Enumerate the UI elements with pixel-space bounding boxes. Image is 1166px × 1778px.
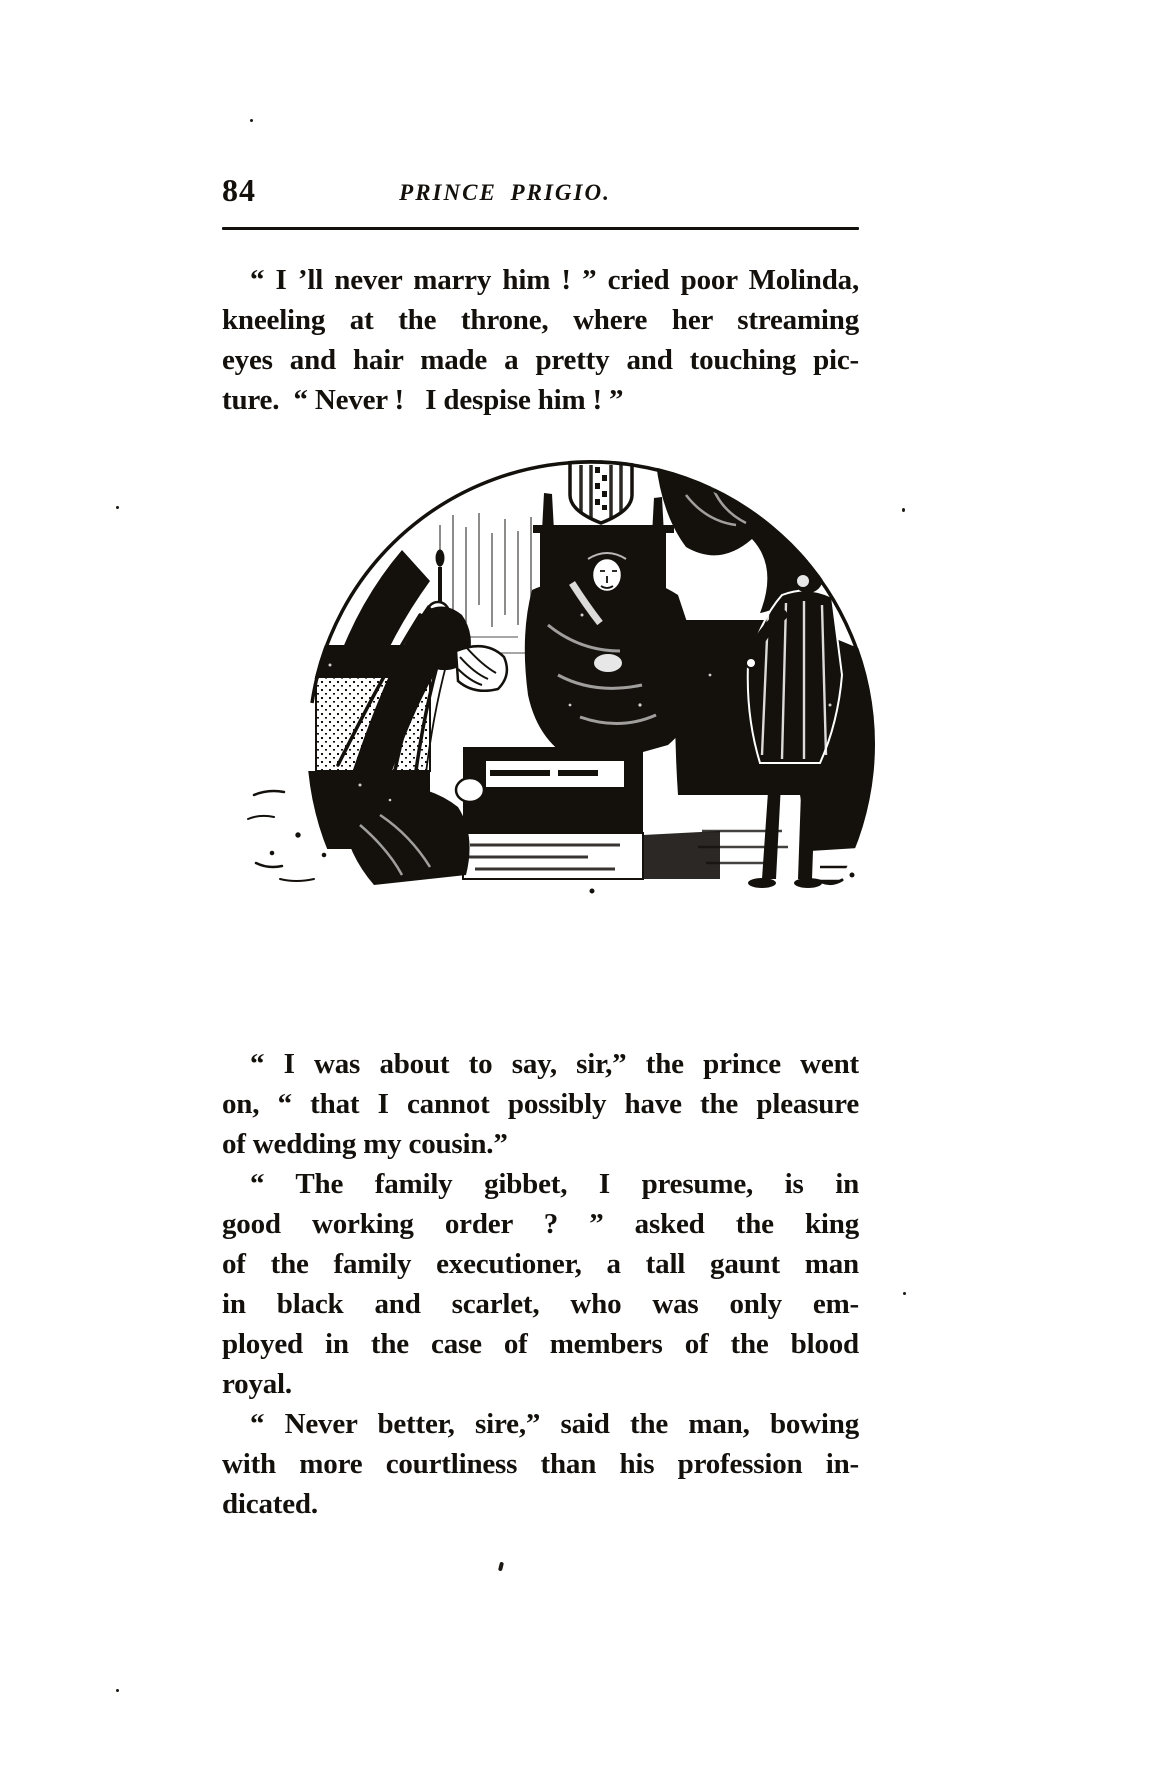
- text-line: “ I ’ll never marry him ! ” cried poor Molinda,: [250, 264, 859, 296]
- header-rule: [222, 227, 859, 230]
- running-title: PRINCE PRIGIO.: [399, 180, 611, 205]
- text-line: of wedding my cousin.”: [222, 1128, 508, 1160]
- text-line: dicated.: [222, 1488, 318, 1520]
- scan-speck: [498, 1562, 504, 1572]
- text-line: “ I was about to say, sir,” the prince went: [250, 1048, 859, 1080]
- text-line: ture. “ Never ! I despise him ! ”: [222, 384, 624, 416]
- text-line: eyes and hair made a pretty and touching pic-: [222, 344, 859, 376]
- scan-speck: [250, 119, 253, 122]
- king-body: [525, 581, 700, 767]
- page-number: 84: [222, 172, 256, 208]
- text-line: of the family executioner, a tall gaunt man: [222, 1248, 859, 1280]
- text-line: in black and scarlet, who was only em-: [222, 1288, 859, 1320]
- scan-speck: [116, 506, 119, 509]
- paragraph-group: [222, 1044, 859, 1524]
- scan-speck: [903, 1292, 906, 1295]
- text-line: kneeling at the throne, where her streaming: [222, 304, 859, 336]
- throne-scene-illustration: [240, 455, 880, 895]
- paragraph: [222, 260, 859, 420]
- text-line: on, “ that I cannot possibly have the pleasure: [222, 1088, 859, 1120]
- molinda-shoulder: [456, 778, 484, 802]
- text-line: “ The family gibbet, I presume, is in: [250, 1168, 859, 1200]
- scan-speck: [116, 1689, 119, 1692]
- text-line: “ Never better, sire,” said the man, bowing: [250, 1408, 859, 1440]
- text-line: royal.: [222, 1368, 292, 1400]
- text-line: ployed in the case of members of the blood: [222, 1328, 859, 1360]
- scan-speck: [902, 508, 905, 512]
- text-line: with more courtliness than his profession in-: [222, 1448, 859, 1480]
- king-face: [592, 558, 622, 592]
- text-line: good working order ? ” asked the king: [222, 1208, 859, 1240]
- engraving-canvas: [240, 455, 880, 895]
- king-hands: [594, 654, 622, 672]
- right-ground-wedge: [810, 847, 875, 895]
